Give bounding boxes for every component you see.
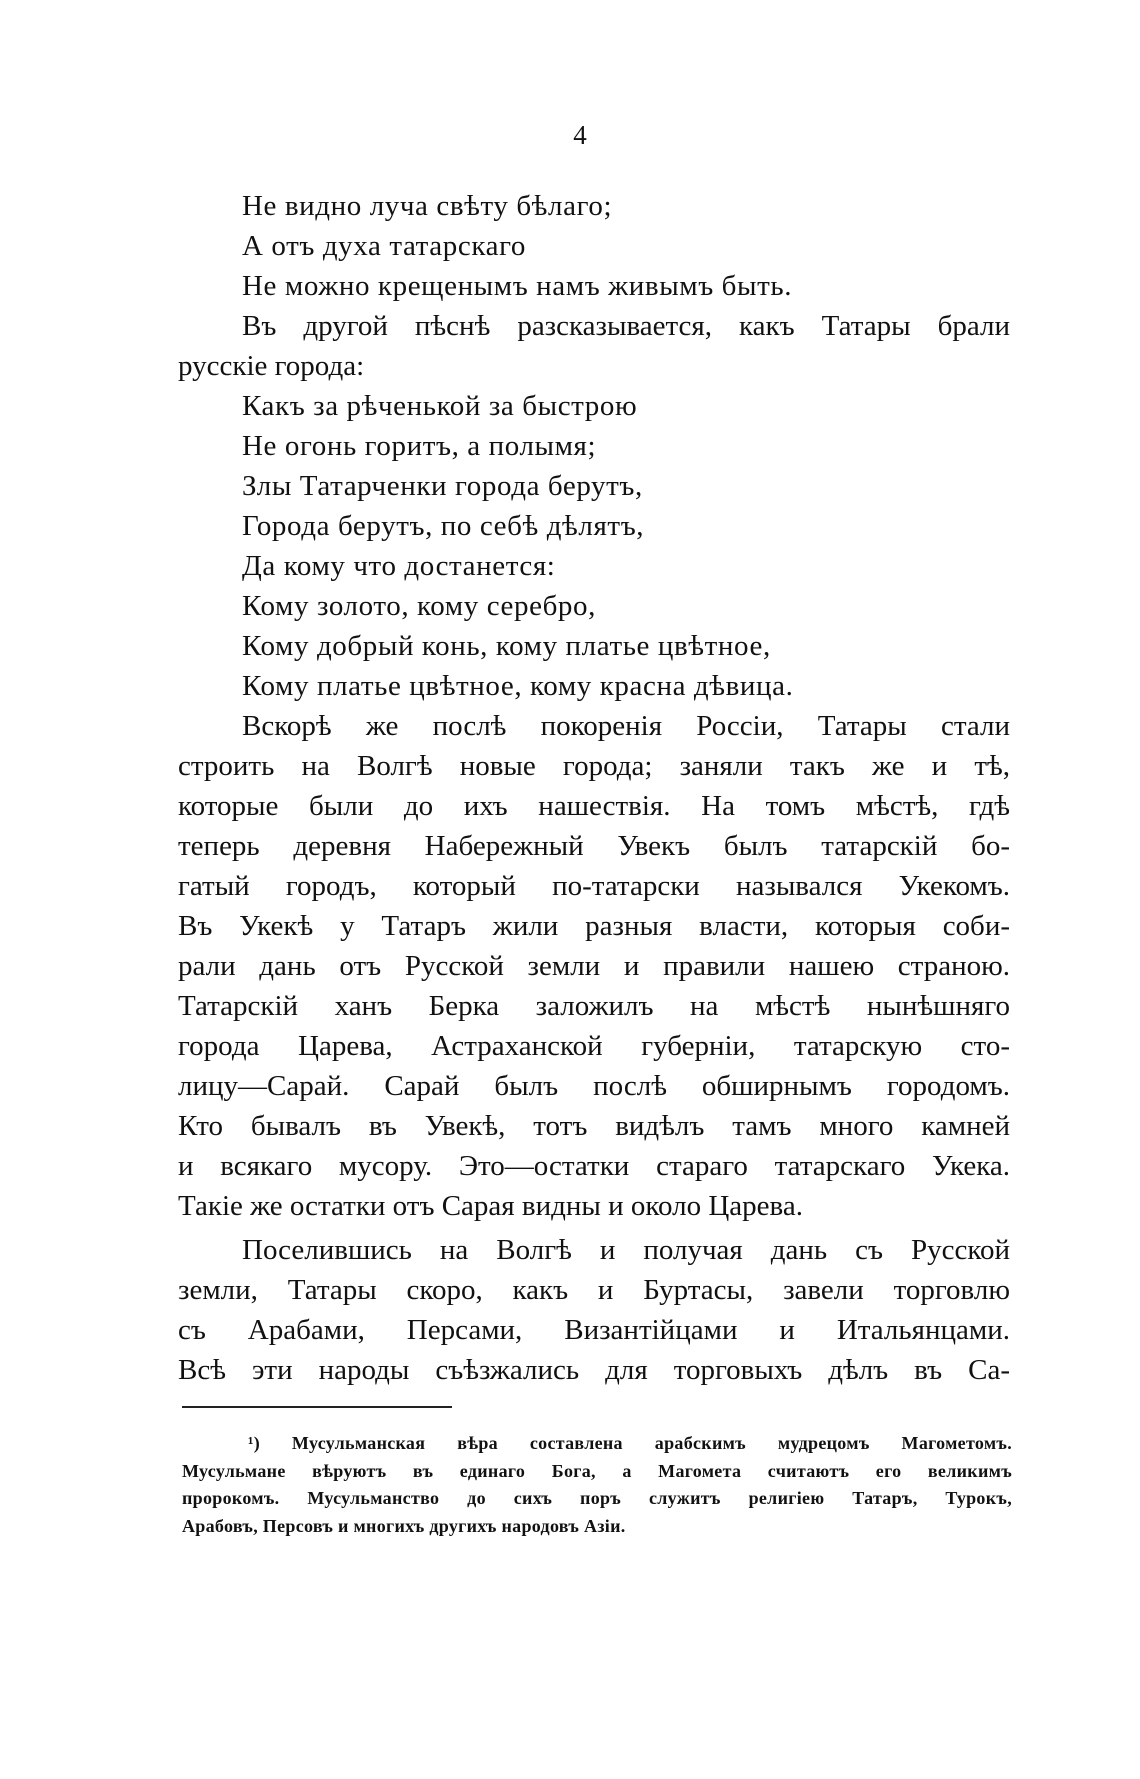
footnote-line: пророкомъ. Мусульманство до сихъ поръ служитъ религіею Татаръ, Турокъ, (182, 1488, 1012, 1508)
paragraph-line: русскіе города: (178, 350, 365, 382)
paragraph-line: рали дань отъ Русской земли и правили нашею страною. (178, 950, 1010, 982)
paragraph-line: Въ Укекѣ у Татаръ жили разныя власти, которыя соби- (178, 910, 1010, 942)
paragraph-line: Поселившись на Волгѣ и получая дань съ Русской (242, 1234, 1010, 1266)
paragraph-line: Кто бывалъ въ Увекѣ, тотъ видѣлъ тамъ много камней (178, 1110, 1010, 1142)
verse-line: Кому добрый конь, кому платье цвѣтное, (242, 630, 771, 662)
verse-line: Кому золото, кому серебро, (242, 590, 596, 622)
verse-line: Да кому что достанется: (242, 550, 556, 582)
verse-line: Не видно луча свѣту бѣлаго; (242, 190, 613, 222)
paragraph-line: города Царева, Астраханской губерніи, татарскую сто- (178, 1030, 1010, 1062)
paragraph-line: строить на Волгѣ новые города; заняли такъ же и тѣ, (178, 750, 1010, 782)
verse-stanza-2 (178, 386, 1010, 706)
paragraph-line: Такіе же остатки отъ Сарая видны и около Царева. (178, 1190, 803, 1222)
verse-line: Злы Татарченки города берутъ, (242, 470, 643, 502)
page-number: 4 (573, 120, 587, 150)
footnote (182, 1430, 1012, 1540)
footnote-line: Арабовъ, Персовъ и многихъ другихъ народовъ Азіи. (182, 1515, 626, 1536)
paragraph-line: теперь деревня Набережный Увекъ былъ татарскій бо- (178, 830, 1010, 862)
paragraph-1 (178, 306, 1010, 386)
footnote-line: Мусульмане вѣруютъ въ единаго Бога, а Магомета считаютъ его великимъ (182, 1460, 1012, 1481)
verse-line: Какъ за рѣченькой за быстрою (242, 390, 638, 422)
paragraph-line: земли, Татары скоро, какъ и Буртасы, завели торговлю (178, 1274, 1010, 1306)
paragraph-line: Всѣ эти народы съѣзжались для торговыхъ дѣлъ въ Са- (178, 1354, 1010, 1386)
paragraph-line: лицу—Сарай. Сарай былъ послѣ обширнымъ городомъ. (178, 1070, 1010, 1102)
paragraph-line: гатый городъ, который по-татарски назывался Укекомъ. (178, 870, 1010, 902)
verse-line: Не огонь горитъ, а полымя; (242, 430, 597, 462)
verse-line: Кому платье цвѣтное, кому красна дѣвица. (242, 670, 794, 702)
footnote-divider (182, 1406, 452, 1408)
paragraph-line: которые были до ихъ нашествія. На томъ мѣстѣ, гдѣ (178, 790, 1010, 822)
main-text (178, 186, 1010, 1390)
verse-line: Города берутъ, по себѣ дѣлятъ, (242, 510, 645, 542)
footnote-line: ¹) Мусульманская вѣра составлена арабскимъ мудрецомъ Магометомъ. (248, 1433, 1012, 1453)
paragraph-line: Вскорѣ же послѣ покоренія Россіи, Татары стали (242, 710, 1010, 742)
paragraph-line: Въ другой пѣснѣ разсказывается, какъ Татары брали (242, 310, 1010, 342)
verse-stanza-1 (178, 186, 1010, 306)
paragraph-line: и всякаго мусору. Это—остатки стараго татарскаго Укека. (178, 1150, 1010, 1182)
paragraph-line: съ Арабами, Персами, Византійцами и Итальянцами. (178, 1314, 1010, 1346)
paragraph-line: Татарскій ханъ Берка заложилъ на мѣстѣ нынѣшняго (178, 990, 1010, 1022)
paragraph-3 (178, 1230, 1010, 1390)
paragraph-2 (178, 706, 1010, 1226)
verse-line: А отъ духа татарскаго (242, 230, 526, 262)
verse-line: Не можно крещенымъ намъ живымъ быть. (242, 270, 793, 302)
